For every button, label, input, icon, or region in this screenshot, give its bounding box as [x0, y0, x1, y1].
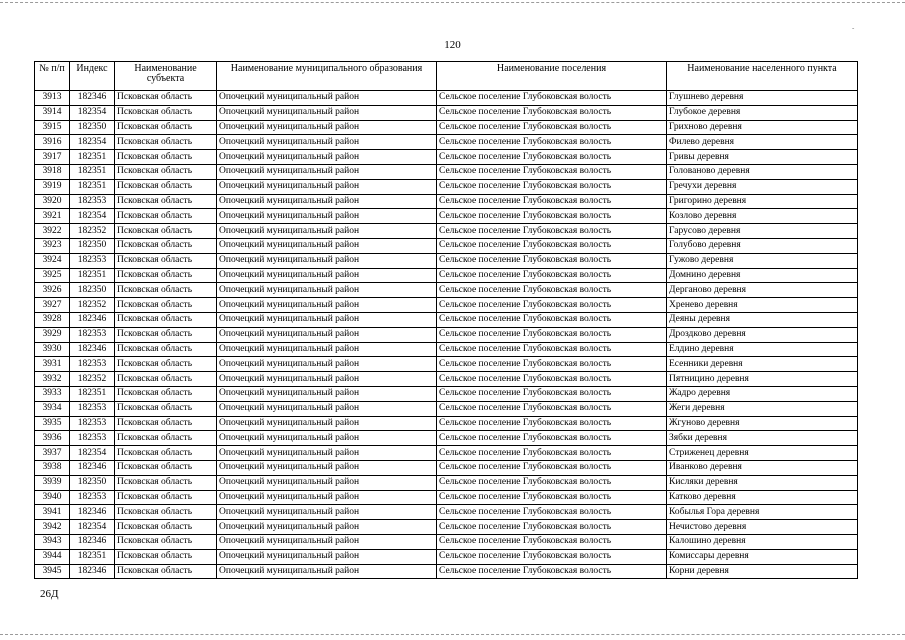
- cell-settlement: Сельское поселение Глубоковская волость: [437, 342, 667, 357]
- cell-settlement: Сельское поселение Глубоковская волость: [437, 490, 667, 505]
- cell-locality: Домнино деревня: [667, 268, 858, 283]
- cell-municipal: Опочецкий муниципальный район: [217, 253, 437, 268]
- table-row: [35, 431, 858, 446]
- cell-index: 182352: [70, 224, 115, 239]
- table-row: [35, 224, 858, 239]
- cell-municipal: Опочецкий муниципальный район: [217, 564, 437, 579]
- cell-locality: Катково деревня: [667, 490, 858, 505]
- cell-locality: Кобылья Гора деревня: [667, 505, 858, 520]
- cell-settlement: Сельское поселение Глубоковская волость: [437, 505, 667, 520]
- cell-municipal: Опочецкий муниципальный район: [217, 298, 437, 313]
- cell-subject: Псковская область: [115, 224, 217, 239]
- cell-num: 3917: [35, 150, 70, 165]
- cell-locality: Елдино деревня: [667, 342, 858, 357]
- cell-locality: Стриженец деревня: [667, 446, 858, 461]
- cell-subject: Псковская область: [115, 194, 217, 209]
- cell-subject: Псковская область: [115, 534, 217, 549]
- cell-municipal: Опочецкий муниципальный район: [217, 91, 437, 106]
- cell-settlement: Сельское поселение Глубоковская волость: [437, 446, 667, 461]
- cell-settlement: Сельское поселение Глубоковская волость: [437, 91, 667, 106]
- cell-index: 182353: [70, 490, 115, 505]
- cell-municipal: Опочецкий муниципальный район: [217, 505, 437, 520]
- cell-index: 182351: [70, 549, 115, 564]
- cell-subject: Псковская область: [115, 357, 217, 372]
- cell-municipal: Опочецкий муниципальный район: [217, 268, 437, 283]
- cell-subject: Псковская область: [115, 372, 217, 387]
- cell-index: 182350: [70, 475, 115, 490]
- cell-settlement: Сельское поселение Глубоковская волость: [437, 238, 667, 253]
- cell-settlement: Сельское поселение Глубоковская волость: [437, 357, 667, 372]
- cell-locality: Жеги деревня: [667, 401, 858, 416]
- cell-num: 3932: [35, 372, 70, 387]
- cell-subject: Псковская область: [115, 342, 217, 357]
- cell-municipal: Опочецкий муниципальный район: [217, 401, 437, 416]
- cell-municipal: Опочецкий муниципальный район: [217, 372, 437, 387]
- table-row: [35, 372, 858, 387]
- header-num: № п/п: [35, 62, 70, 91]
- cell-municipal: Опочецкий муниципальный район: [217, 475, 437, 490]
- cell-municipal: Опочецкий муниципальный район: [217, 135, 437, 150]
- cell-municipal: Опочецкий муниципальный район: [217, 224, 437, 239]
- cell-num: 3939: [35, 475, 70, 490]
- cell-locality: Жгуново деревня: [667, 416, 858, 431]
- cell-locality: Филево деревня: [667, 135, 858, 150]
- cell-locality: Глушнево деревня: [667, 91, 858, 106]
- table-row: [35, 386, 858, 401]
- table-row: [35, 401, 858, 416]
- cell-settlement: Сельское поселение Глубоковская волость: [437, 135, 667, 150]
- cell-index: 182353: [70, 416, 115, 431]
- cell-municipal: Опочецкий муниципальный район: [217, 416, 437, 431]
- cell-settlement: Сельское поселение Глубоковская волость: [437, 179, 667, 194]
- cell-subject: Псковская область: [115, 298, 217, 313]
- cell-num: 3914: [35, 105, 70, 120]
- cell-num: 3929: [35, 327, 70, 342]
- cell-num: 3937: [35, 446, 70, 461]
- table-row: [35, 194, 858, 209]
- cell-subject: Псковская область: [115, 312, 217, 327]
- cell-municipal: Опочецкий муниципальный район: [217, 209, 437, 224]
- cell-locality: Дерганово деревня: [667, 283, 858, 298]
- cell-settlement: Сельское поселение Глубоковская волость: [437, 105, 667, 120]
- cell-locality: Зябки деревня: [667, 431, 858, 446]
- cell-subject: Псковская область: [115, 105, 217, 120]
- cell-index: 182353: [70, 357, 115, 372]
- table-row: [35, 534, 858, 549]
- cell-settlement: Сельское поселение Глубоковская волость: [437, 534, 667, 549]
- cell-num: 3936: [35, 431, 70, 446]
- cell-settlement: Сельское поселение Глубоковская волость: [437, 386, 667, 401]
- header-municipal: Наименование муниципального образования: [217, 62, 437, 91]
- cell-municipal: Опочецкий муниципальный район: [217, 179, 437, 194]
- cell-settlement: Сельское поселение Глубоковская волость: [437, 564, 667, 579]
- cell-municipal: Опочецкий муниципальный район: [217, 120, 437, 135]
- footer-code: 26Д: [40, 588, 59, 600]
- cell-subject: Псковская область: [115, 505, 217, 520]
- table-row: [35, 549, 858, 564]
- cell-num: 3941: [35, 505, 70, 520]
- cell-locality: Григорино деревня: [667, 194, 858, 209]
- cell-locality: Иванково деревня: [667, 460, 858, 475]
- cell-subject: Псковская область: [115, 268, 217, 283]
- cell-locality: Хренево деревня: [667, 298, 858, 313]
- table-row: [35, 520, 858, 535]
- cell-subject: Псковская область: [115, 520, 217, 535]
- table-row: [35, 238, 858, 253]
- cell-num: 3944: [35, 549, 70, 564]
- cell-municipal: Опочецкий муниципальный район: [217, 164, 437, 179]
- cell-locality: Есенники деревня: [667, 357, 858, 372]
- cell-num: 3933: [35, 386, 70, 401]
- cell-subject: Псковская область: [115, 475, 217, 490]
- cell-settlement: Сельское поселение Глубоковская волость: [437, 268, 667, 283]
- cell-settlement: Сельское поселение Глубоковская волость: [437, 460, 667, 475]
- cell-index: 182350: [70, 238, 115, 253]
- cell-num: 3931: [35, 357, 70, 372]
- cell-num: 3919: [35, 179, 70, 194]
- header-locality: Наименование населенного пункта: [667, 62, 858, 91]
- cell-settlement: Сельское поселение Глубоковская волость: [437, 120, 667, 135]
- cell-num: 3926: [35, 283, 70, 298]
- table-row: [35, 327, 858, 342]
- table-row: [35, 564, 858, 579]
- cell-num: 3915: [35, 120, 70, 135]
- cell-subject: Псковская область: [115, 446, 217, 461]
- cell-settlement: Сельское поселение Глубоковская волость: [437, 224, 667, 239]
- cell-num: 3921: [35, 209, 70, 224]
- cell-municipal: Опочецкий муниципальный район: [217, 357, 437, 372]
- cell-index: 182346: [70, 564, 115, 579]
- table-row: [35, 298, 858, 313]
- cell-settlement: Сельское поселение Глубоковская волость: [437, 253, 667, 268]
- cell-index: 182346: [70, 460, 115, 475]
- cell-num: 3943: [35, 534, 70, 549]
- cell-subject: Псковская область: [115, 164, 217, 179]
- cell-municipal: Опочецкий муниципальный район: [217, 520, 437, 535]
- cell-subject: Псковская область: [115, 416, 217, 431]
- table-row: [35, 357, 858, 372]
- cell-municipal: Опочецкий муниципальный район: [217, 312, 437, 327]
- cell-locality: Козлово деревня: [667, 209, 858, 224]
- cell-num: 3928: [35, 312, 70, 327]
- table-row: [35, 475, 858, 490]
- table-row: [35, 91, 858, 106]
- cell-index: 182346: [70, 534, 115, 549]
- scan-edge-top: [0, 2, 905, 3]
- cell-settlement: Сельское поселение Глубоковская волость: [437, 327, 667, 342]
- table-row: [35, 416, 858, 431]
- cell-num: 3942: [35, 520, 70, 535]
- cell-locality: Дроздково деревня: [667, 327, 858, 342]
- table-row: [35, 150, 858, 165]
- table-row: [35, 135, 858, 150]
- cell-index: 182346: [70, 312, 115, 327]
- cell-index: 182354: [70, 520, 115, 535]
- cell-subject: Псковская область: [115, 401, 217, 416]
- table-row: [35, 342, 858, 357]
- cell-num: 3934: [35, 401, 70, 416]
- cell-subject: Псковская область: [115, 327, 217, 342]
- cell-locality: Голубово деревня: [667, 238, 858, 253]
- registry-table: [34, 61, 858, 579]
- table-row: [35, 120, 858, 135]
- cell-index: 182346: [70, 505, 115, 520]
- cell-municipal: Опочецкий муниципальный район: [217, 342, 437, 357]
- cell-locality: Жадро деревня: [667, 386, 858, 401]
- cell-subject: Псковская область: [115, 135, 217, 150]
- cell-subject: Псковская область: [115, 386, 217, 401]
- table-row: [35, 253, 858, 268]
- cell-index: 182353: [70, 253, 115, 268]
- table-row: [35, 446, 858, 461]
- cell-index: 182352: [70, 372, 115, 387]
- cell-num: 3924: [35, 253, 70, 268]
- cell-municipal: Опочецкий муниципальный район: [217, 283, 437, 298]
- cell-municipal: Опочецкий муниципальный район: [217, 534, 437, 549]
- cell-subject: Псковская область: [115, 564, 217, 579]
- header-subject: Наименование субъекта: [115, 62, 217, 91]
- table-header-row: [35, 62, 858, 91]
- cell-num: 3945: [35, 564, 70, 579]
- cell-num: 3938: [35, 460, 70, 475]
- cell-settlement: Сельское поселение Глубоковская волость: [437, 549, 667, 564]
- cell-settlement: Сельское поселение Глубоковская волость: [437, 209, 667, 224]
- cell-subject: Псковская область: [115, 431, 217, 446]
- cell-index: 182354: [70, 105, 115, 120]
- scan-edge-bottom: [0, 634, 905, 635]
- cell-index: 182350: [70, 120, 115, 135]
- cell-index: 182350: [70, 283, 115, 298]
- cell-num: 3925: [35, 268, 70, 283]
- cell-num: 3922: [35, 224, 70, 239]
- cell-num: 3935: [35, 416, 70, 431]
- cell-settlement: Сельское поселение Глубоковская волость: [437, 475, 667, 490]
- cell-settlement: Сельское поселение Глубоковская волость: [437, 431, 667, 446]
- cell-locality: Пятницино деревня: [667, 372, 858, 387]
- cell-municipal: Опочецкий муниципальный район: [217, 386, 437, 401]
- table-row: [35, 505, 858, 520]
- cell-subject: Псковская область: [115, 120, 217, 135]
- cell-num: 3918: [35, 164, 70, 179]
- cell-index: 182351: [70, 164, 115, 179]
- cell-num: 3940: [35, 490, 70, 505]
- cell-locality: Грихново деревня: [667, 120, 858, 135]
- cell-settlement: Сельское поселение Глубоковская волость: [437, 401, 667, 416]
- cell-municipal: Опочецкий муниципальный район: [217, 194, 437, 209]
- cell-num: 3923: [35, 238, 70, 253]
- cell-subject: Псковская область: [115, 549, 217, 564]
- cell-locality: Глубокое деревня: [667, 105, 858, 120]
- table-row: [35, 312, 858, 327]
- table-row: [35, 268, 858, 283]
- table-row: [35, 209, 858, 224]
- page-number: 120: [444, 39, 461, 51]
- cell-settlement: Сельское поселение Глубоковская волость: [437, 283, 667, 298]
- cell-index: 182353: [70, 327, 115, 342]
- cell-subject: Псковская область: [115, 238, 217, 253]
- cell-index: 182351: [70, 179, 115, 194]
- cell-locality: Кисляки деревня: [667, 475, 858, 490]
- table-row: [35, 460, 858, 475]
- cell-locality: Гарусово деревня: [667, 224, 858, 239]
- table-row: [35, 283, 858, 298]
- cell-municipal: Опочецкий муниципальный район: [217, 105, 437, 120]
- cell-municipal: Опочецкий муниципальный район: [217, 549, 437, 564]
- cell-index: 182354: [70, 209, 115, 224]
- cell-index: 182353: [70, 401, 115, 416]
- table-row: [35, 490, 858, 505]
- cell-locality: Гривы деревня: [667, 150, 858, 165]
- cell-settlement: Сельское поселение Глубоковская волость: [437, 520, 667, 535]
- cell-settlement: Сельское поселение Глубоковская волость: [437, 194, 667, 209]
- cell-num: 3927: [35, 298, 70, 313]
- cell-subject: Псковская область: [115, 150, 217, 165]
- table-row: [35, 105, 858, 120]
- cell-index: 182351: [70, 150, 115, 165]
- cell-locality: Калошино деревня: [667, 534, 858, 549]
- cell-locality: Голованово деревня: [667, 164, 858, 179]
- cell-num: 3913: [35, 91, 70, 106]
- header-index: Индекс: [70, 62, 115, 91]
- cell-settlement: Сельское поселение Глубоковская волость: [437, 312, 667, 327]
- cell-index: 182354: [70, 446, 115, 461]
- cell-num: 3920: [35, 194, 70, 209]
- cell-num: 3916: [35, 135, 70, 150]
- cell-settlement: Сельское поселение Глубоковская волость: [437, 150, 667, 165]
- cell-settlement: Сельское поселение Глубоковская волость: [437, 372, 667, 387]
- cell-municipal: Опочецкий муниципальный район: [217, 327, 437, 342]
- cell-subject: Псковская область: [115, 490, 217, 505]
- cell-subject: Псковская область: [115, 179, 217, 194]
- table-row: [35, 179, 858, 194]
- corner-mark: -: [852, 24, 855, 32]
- header-settlement: Наименование поселения: [437, 62, 667, 91]
- cell-index: 182346: [70, 342, 115, 357]
- table-row: [35, 164, 858, 179]
- cell-municipal: Опочецкий муниципальный район: [217, 150, 437, 165]
- cell-municipal: Опочецкий муниципальный район: [217, 460, 437, 475]
- cell-locality: Деяны деревня: [667, 312, 858, 327]
- cell-index: 182351: [70, 268, 115, 283]
- table-body: [35, 91, 858, 579]
- cell-locality: Нечистово деревня: [667, 520, 858, 535]
- cell-subject: Псковская область: [115, 209, 217, 224]
- cell-locality: Гужово деревня: [667, 253, 858, 268]
- cell-settlement: Сельское поселение Глубоковская волость: [437, 298, 667, 313]
- cell-municipal: Опочецкий муниципальный район: [217, 238, 437, 253]
- cell-locality: Комиссары деревня: [667, 549, 858, 564]
- cell-settlement: Сельское поселение Глубоковская волость: [437, 164, 667, 179]
- cell-index: 182353: [70, 431, 115, 446]
- cell-subject: Псковская область: [115, 283, 217, 298]
- cell-index: 182353: [70, 194, 115, 209]
- cell-municipal: Опочецкий муниципальный район: [217, 490, 437, 505]
- cell-subject: Псковская область: [115, 253, 217, 268]
- cell-index: 182354: [70, 135, 115, 150]
- cell-subject: Псковская область: [115, 91, 217, 106]
- cell-num: 3930: [35, 342, 70, 357]
- cell-index: 182352: [70, 298, 115, 313]
- cell-municipal: Опочецкий муниципальный район: [217, 446, 437, 461]
- cell-locality: Корни деревня: [667, 564, 858, 579]
- cell-index: 182351: [70, 386, 115, 401]
- cell-settlement: Сельское поселение Глубоковская волость: [437, 416, 667, 431]
- cell-index: 182346: [70, 91, 115, 106]
- cell-locality: Гречухи деревня: [667, 179, 858, 194]
- cell-municipal: Опочецкий муниципальный район: [217, 431, 437, 446]
- cell-subject: Псковская область: [115, 460, 217, 475]
